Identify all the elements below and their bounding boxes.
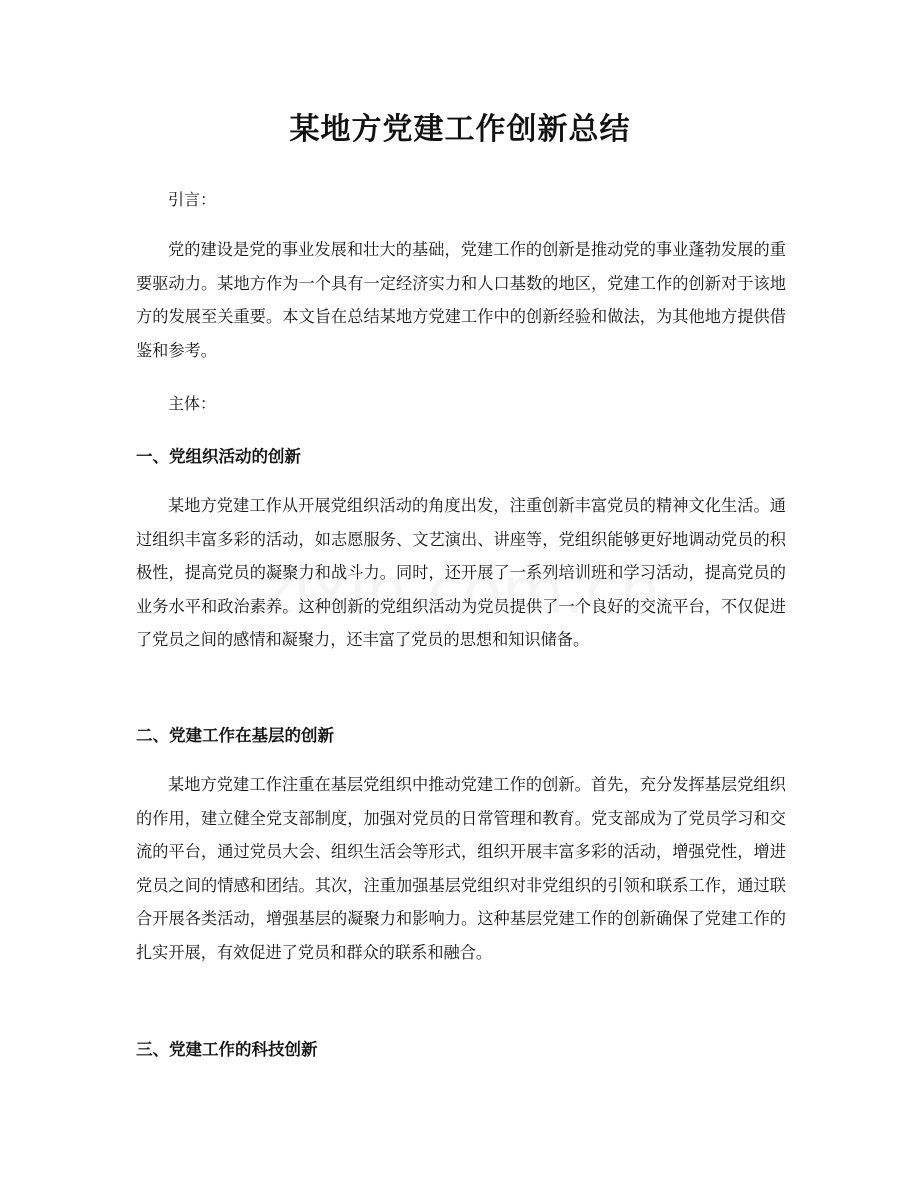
intro-label: 引言： [168, 190, 217, 209]
section-heading-2: 二、党建工作在基层的创新 [136, 726, 334, 745]
section-paragraph-2: 某地方党建工作注重在基层党组织中推动党建工作的创新。首先，充分发挥基层党组织的作用，建立健全党支部制度，加强对党员的日常管理和教育。党支部成为了党员学习和交流的平台，通过党员大会、组织生活会等形式，组织开展丰富多彩的活动，增强党性，增进党员之间的情感和团结。其次，注重加强基层党组织对非党组织的引领和联系工作，通过联合开展各类活动，增强基层的凝聚力和影响力。这种基层党建工作的创新确保了党建工作的扎实开展，有效促进了党员和群众的联系和融合。 [136, 775, 786, 962]
document-title: 某地方党建工作创新总结 [289, 112, 631, 147]
section-heading-1: 一、党组织活动的创新 [136, 447, 301, 466]
body-label: 主体： [168, 394, 217, 413]
section-heading-3: 三、党建工作的科技创新 [136, 1040, 318, 1059]
section-paragraph-1: 某地方党建工作从开展党组织活动的角度出发，注重创新丰富党员的精神文化生活。通过组织丰富多彩的活动，如志愿服务、文艺演出、讲座等，党组织能够更好地调动党员的积极性，提高党员的凝聚力和战斗力。同时，还开展了一系列培训班和学习活动，提高党员的业务水平和政治素养。这种创新的党组织活动为党员提供了一个良好的交流平台，不仅促进了党员之间的感情和凝聚力，还丰富了党员的思想和知识储备。 [136, 496, 786, 650]
intro-paragraph: 党的建设是党的事业发展和壮大的基础，党建工作的创新是推动党的事业蓬勃发展的重要驱动力。某地方作为一个具有一定经济实力和人口基数的地区，党建工作的创新对于该地方的发展至关重要。本文旨在总结某地方党建工作中的创新经验和做法，为其他地方提供借鉴和参考。 [136, 240, 786, 360]
